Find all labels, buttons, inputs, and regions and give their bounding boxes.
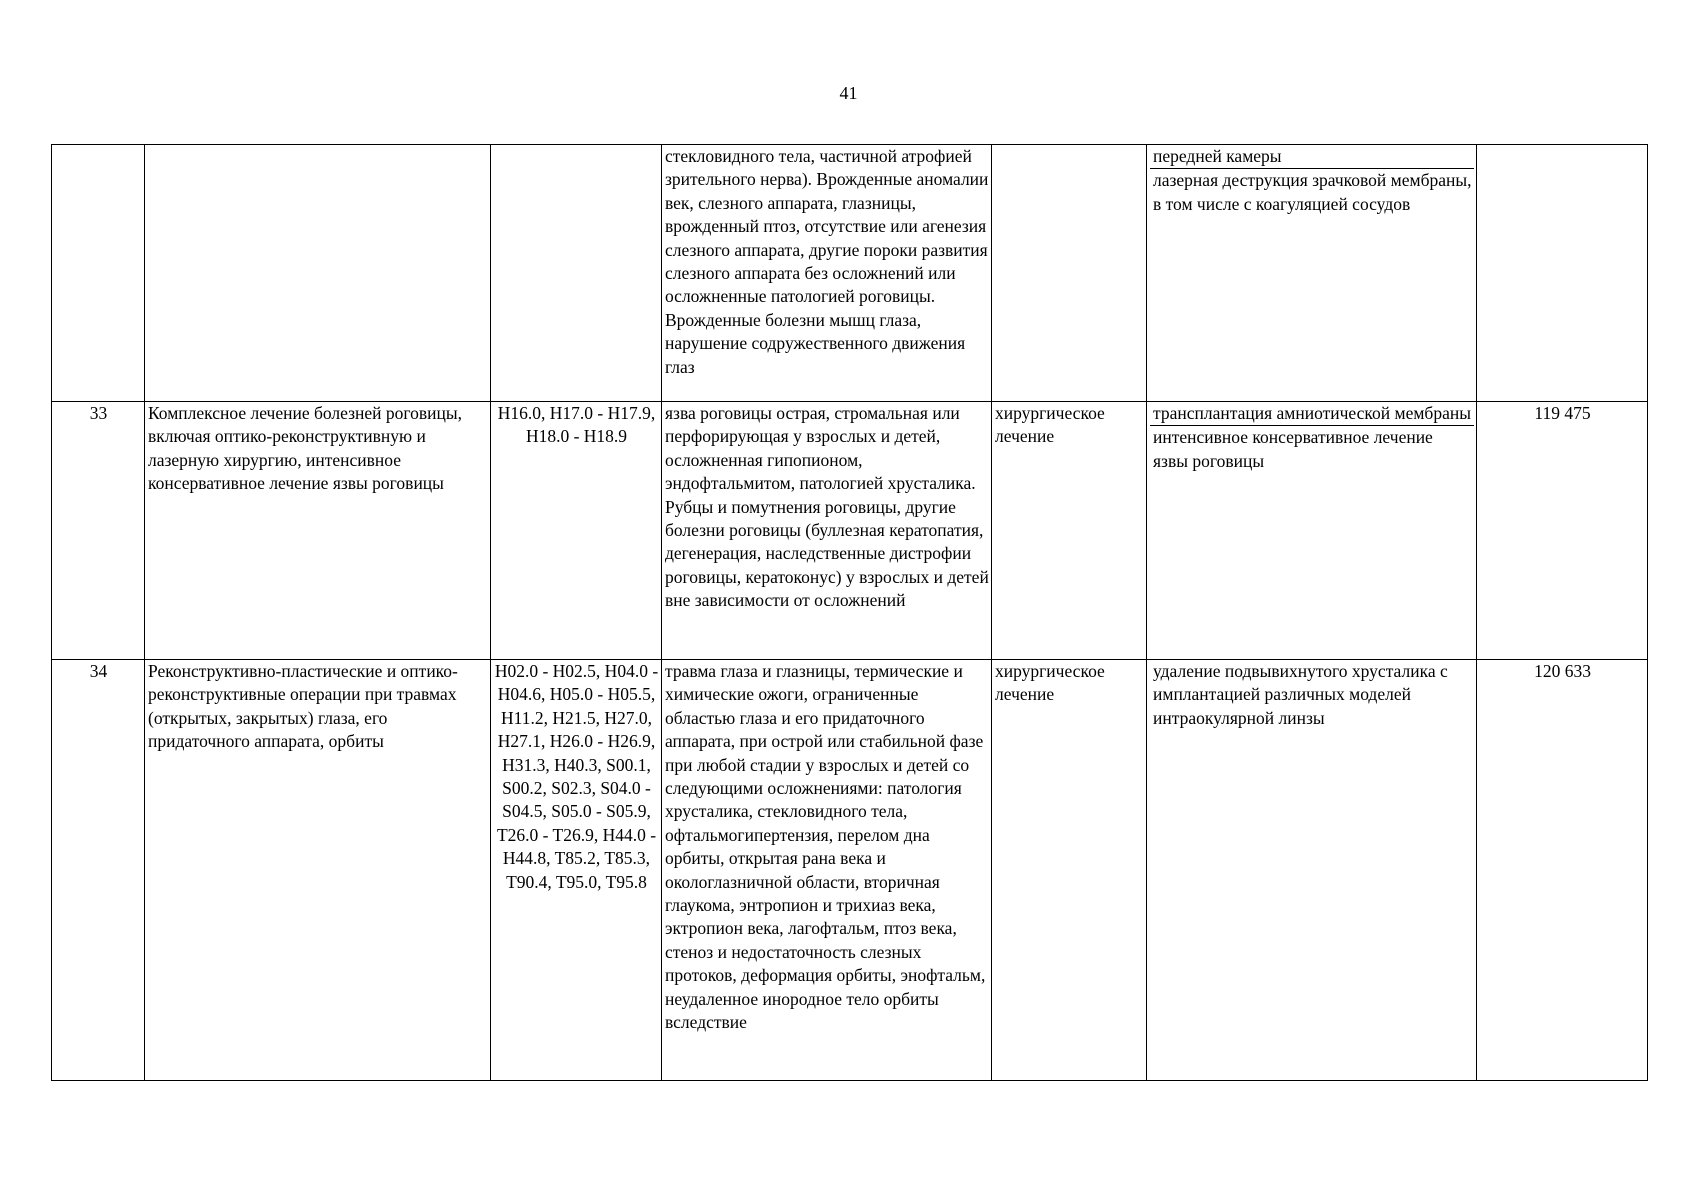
table-row xyxy=(52,660,1648,1081)
treatment-method: лазерная деструкция зрачковой мембраны, в том числе с коагуляцией сосудов xyxy=(1150,168,1474,216)
patient-model: язва роговицы острая, стромальная или перфорирующая у взрослых и детей, осложненная гипопионом, эндофтальмитом, патологией хрусталика. Рубцы и помутнения роговицы, другие болезни роговицы (буллезная кератопатия, дегенерация, наследственные дистрофии роговицы, кератоконус) у взрослых и детей вне зависимости от осложнений xyxy=(662,402,992,660)
table-row xyxy=(52,145,1648,402)
row-number xyxy=(52,145,145,402)
cost-value: 119 475 xyxy=(1477,402,1648,660)
treatment-type: хирургическое лечение xyxy=(992,660,1147,1081)
icd-codes xyxy=(491,145,662,402)
treatment-methods xyxy=(1147,402,1477,660)
treatment-method: трансплантация амниотической мембраны xyxy=(1153,403,1471,423)
cost-value xyxy=(1477,145,1648,402)
treatment-type xyxy=(992,145,1147,402)
treatment-methods xyxy=(1147,660,1477,1081)
care-type-name: Комплексное лечение болезней роговицы, включая оптико-реконструктивную и лазерную хирургию, интенсивное консервативное лечение язвы роговицы xyxy=(145,402,491,660)
icd-codes: H16.0, H17.0 - H17.9, H18.0 - H18.9 xyxy=(491,402,662,660)
treatment-method: удаление подвывихнутого хрусталика с имплантацией различных моделей интраокулярной линзы xyxy=(1153,661,1448,728)
cost-value: 120 633 xyxy=(1477,660,1648,1081)
table-row xyxy=(52,402,1648,660)
icd-codes: H02.0 - H02.5, H04.0 - H04.6, H05.0 - H05.5, H11.2, H21.5, H27.0, H27.1, H26.0 - H26.9, H31.3, H40.3, S00.1, S00.2, S02.3, S04.0 - S04.5, S05.0 - S05.9, T26.0 - T26.9, H44.0 - H44.8, T85.2, T85.3, T90.4, T95.0, T95.8 xyxy=(491,660,662,1081)
treatment-method: интенсивное консервативное лечение язвы роговицы xyxy=(1150,425,1474,473)
row-number: 34 xyxy=(52,660,145,1081)
care-type-name xyxy=(145,145,491,402)
page-number: 41 xyxy=(839,83,858,103)
treatment-method: передней камеры xyxy=(1153,146,1282,166)
care-type-name: Реконструктивно-пластические и оптико-реконструктивные операции при травмах (открытых, закрытых) глаза, его придаточного аппарата, орбиты xyxy=(145,660,491,1081)
patient-model: травма глаза и глазницы, термические и химические ожоги, ограниченные областью глаза и его придаточного аппарата, при острой или стабильной фазе при любой стадии у взрослых и детей со следующими осложнениями: патология хрусталика, стекловидного тела, офтальмогипертензия, перелом дна орбиты, открытая рана века и окологлазничной области, вторичная глаукома, энтропион и трихиаз века, эктропион века, лагофтальм, птоз века, стеноз и недостаточность слезных протоков, деформация орбиты, энофтальм, неудаленное инородное тело орбиты вследствие xyxy=(662,660,992,1081)
treatment-type: хирургическое лечение xyxy=(992,402,1147,660)
patient-model: стекловидного тела, частичной атрофией зрительного нерва). Врожденные аномалии век, слезного аппарата, глазницы, врожденный птоз, отсутствие или агенезия слезного аппарата, другие пороки развития слезного аппарата без осложнений или осложненные патологией роговицы. Врожденные болезни мышц глаза, нарушение содружественного движения глаз xyxy=(662,145,992,402)
treatment-methods xyxy=(1147,145,1477,402)
care-types-table xyxy=(51,144,1648,1081)
row-number: 33 xyxy=(52,402,145,660)
